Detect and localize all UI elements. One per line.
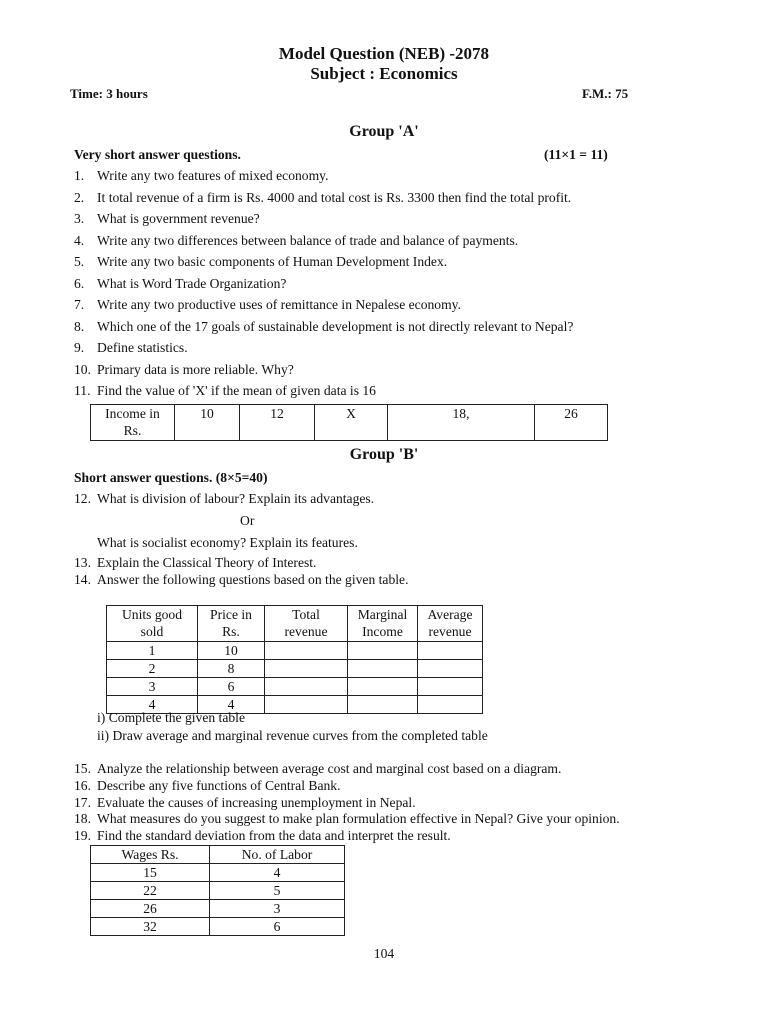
exam-title: Model Question (NEB) -2078 <box>278 44 490 63</box>
table-row <box>91 882 345 900</box>
table-cell: 15 <box>91 864 210 882</box>
table-row <box>91 405 608 441</box>
group-a-instruction: Very short answer questions. <box>74 147 241 162</box>
question-2: 2. It total revenue of a firm is Rs. 4000 and total cost is Rs. 3300 then find the total profit. <box>74 189 572 205</box>
table-cell: 4 <box>107 696 198 714</box>
table-header-cell: Average revenue <box>418 606 483 642</box>
table-row <box>91 918 345 936</box>
page-number: 104 <box>373 946 395 961</box>
table-cell: 18, <box>388 405 535 441</box>
question-15: 15. Analyze the relationship between average cost and marginal cost based on a diagram. <box>74 761 562 776</box>
table-header-cell: Price in Rs. <box>198 606 265 642</box>
table-header-cell: Total revenue <box>265 606 348 642</box>
table-cell <box>265 696 348 714</box>
question-10: 10. Primary data is more reliable. Why? <box>74 361 294 377</box>
full-marks-label: F.M.: 75 <box>582 86 629 101</box>
question-11: 11. Find the value of 'X' if the mean of given data is 16 <box>74 383 376 398</box>
table-row <box>107 660 483 678</box>
table-header-cell: No. of Labor <box>210 846 345 864</box>
question-7: 7. Write any two productive uses of remittance in Nepalese economy. <box>74 297 461 312</box>
question-14: 14. Answer the following questions based on the given table. <box>74 572 409 587</box>
table-cell <box>265 678 348 696</box>
question-1: 1. Write any two features of mixed economy. <box>74 168 329 183</box>
table-cell: 26 <box>91 900 210 918</box>
table-cell <box>265 642 348 660</box>
question-14-part-ii: ii) Draw average and marginal revenue curves from the completed table <box>97 728 488 743</box>
question-19: 19. Find the standard deviation from the data and interpret the result. <box>74 828 451 843</box>
or-separator: Or <box>240 513 255 528</box>
table-row <box>107 678 483 696</box>
table-row <box>91 900 345 918</box>
table-cell: 10 <box>175 405 240 441</box>
question-18: 18. What measures do you suggest to make plan formulation effective in Nepal? Give your opinion. <box>74 811 620 826</box>
table-cell <box>265 660 348 678</box>
table-cell: 5 <box>210 882 345 900</box>
time-label: Time: 3 hours <box>70 86 148 101</box>
question-13: 13. Explain the Classical Theory of Interest. <box>74 555 317 570</box>
table-cell <box>348 696 418 714</box>
table-row <box>107 642 483 660</box>
table-cell <box>348 642 418 660</box>
question-16: 16. Describe any five functions of Central Bank. <box>74 778 341 793</box>
revenue-table <box>106 605 483 714</box>
table-header-cell: Units good sold <box>107 606 198 642</box>
question-14-part-i: i) Complete the given table <box>97 710 245 725</box>
table-cell: X <box>315 405 388 441</box>
table-header-cell: Wages Rs. <box>91 846 210 864</box>
table-row <box>91 864 345 882</box>
group-b-instruction: Short answer questions. (8×5=40) <box>74 470 268 485</box>
income-table-header: Income in Rs. <box>91 405 175 441</box>
table-cell: 4 <box>210 864 345 882</box>
table-cell: 12 <box>240 405 315 441</box>
table-header-row <box>91 846 345 864</box>
table-cell <box>348 660 418 678</box>
question-12: 12. What is division of labour? Explain its advantages. <box>74 491 375 506</box>
table-header-cell: Marginal Income <box>348 606 418 642</box>
question-5: 5. Write any two basic components of Human Development Index. <box>74 254 448 269</box>
question-6: 6. What is Word Trade Organization? <box>74 275 287 291</box>
table-header-row <box>107 606 483 642</box>
table-cell: 6 <box>210 918 345 936</box>
table-cell: 2 <box>107 660 198 678</box>
question-3: 3. What is government revenue? <box>74 211 260 226</box>
table-cell: 8 <box>198 660 265 678</box>
question-4: 4. Write any two differences between balance of trade and balance of payments. <box>74 232 519 248</box>
table-cell: 6 <box>198 678 265 696</box>
table-cell <box>418 660 483 678</box>
table-cell: 22 <box>91 882 210 900</box>
table-cell: 1 <box>107 642 198 660</box>
subject-title: Subject : Economics <box>310 64 458 83</box>
group-a-marks: (11×1 = 11) <box>544 147 608 162</box>
group-a-heading: Group 'A' <box>349 123 419 140</box>
question-12-alternative: What is socialist economy? Explain its features. <box>97 535 358 550</box>
table-cell: 4 <box>198 696 265 714</box>
table-cell: 10 <box>198 642 265 660</box>
table-cell: 3 <box>107 678 198 696</box>
table-cell: 3 <box>210 900 345 918</box>
table-cell <box>418 696 483 714</box>
question-17: 17. Evaluate the causes of increasing unemployment in Nepal. <box>74 795 416 810</box>
wages-table <box>90 845 345 936</box>
table-cell <box>418 642 483 660</box>
question-9: 9. Define statistics. <box>74 340 188 355</box>
table-cell <box>418 678 483 696</box>
question-8: 8. Which one of the 17 goals of sustainable development is not directly relevant to Nepal? <box>74 318 574 334</box>
group-b-heading: Group 'B' <box>349 446 419 463</box>
income-table <box>90 404 608 441</box>
table-cell: 32 <box>91 918 210 936</box>
table-cell <box>348 678 418 696</box>
table-cell: 26 <box>535 405 608 441</box>
